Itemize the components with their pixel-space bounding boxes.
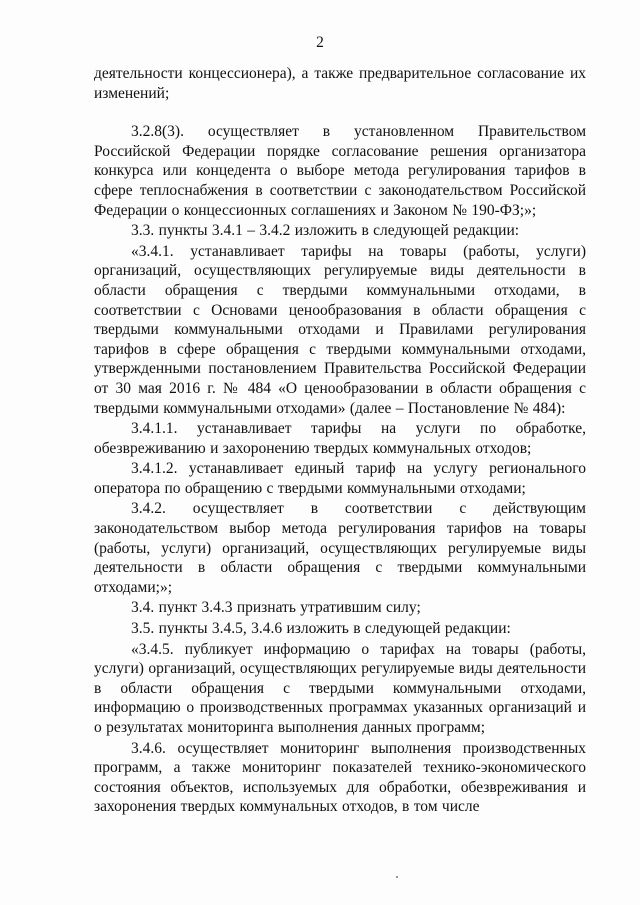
paragraph-3-4-1-1: 3.4.1.1. устанавливает тарифы на услуги по обработке, обезвреживанию и захоронению твердых коммунальных отходов;: [94, 420, 586, 457]
scan-speck: [396, 876, 398, 878]
page-number: 2: [316, 34, 324, 51]
paragraph-3-3: 3.3. пункты 3.4.1 – 3.4.2 изложить в следующей редакции:: [131, 222, 520, 240]
paragraph-3-4-1: «3.4.1. устанавливает тарифы на товары (работы, услуги) организаций, осуществляющих регулируемые виды деятельности в области обращения с твердыми коммунальными отходами, в соответствии с Основами ценообразования в области обращения с твердыми коммунальными отходами и Правилами регулирования тарифов в сфере обращения с твердыми коммунальными отходами, утвержденными постановлением Правительства Российской Федерации от 30 мая 2016 г. № 484 «О ценообразовании в области обращения с твердыми коммунальными отходами» (далее – Постановление № 484):: [94, 242, 586, 417]
paragraph-3-4-2: 3.4.2. осуществляет в соответствии с действующим законодательством выбор метода регулирования тарифов на товары (работы, услуги) организаций, осуществляющих регулируемые виды деятельности в области обращения с твердыми коммунальными отходами;»;: [94, 500, 586, 596]
document-body: [94, 64, 586, 817]
paragraph-3-5: 3.5. пункты 3.4.5, 3.4.6 изложить в следующей редакции:: [131, 620, 511, 638]
paragraph-3-2-8-3: 3.2.8(3). осуществляет в установленном Правительством Российской Федерации порядке согласование решения организатора конкурса или концедента о выборе метода регулирования тарифов в сфере теплоснабжения в соответствии с законодательством Российской Федерации о концессионных соглашениях и Законом № 190-ФЗ;»;: [94, 123, 586, 219]
paragraph-3-4-5: «3.4.5. публикует информацию о тарифах на товары (работы, услуги) организаций, осуществляющих регулируемые виды деятельности в области обращения с твердыми коммунальными отходами, информацию о производственных программах указанных организаций и о результатах мониторинга выполнения данных программ;: [94, 640, 586, 736]
paragraph-3-4: 3.4. пункт 3.4.3 признать утратившим силу;: [131, 599, 421, 617]
paragraph-3-4-6: 3.4.6. осуществляет мониторинг выполнения производственных программ, а также мониторинг показателей технико-экономического состояния объектов, используемых для обработки, обезвреживания и захоронения твердых коммунальных отходов, в том числе: [94, 739, 586, 816]
paragraph-3-4-1-2: 3.4.1.2. устанавливает единый тариф на услугу регионального оператора по обращению с твердыми коммунальными отходами;: [94, 460, 586, 497]
paragraph-continuation: деятельности концессионера), а также предварительное согласование их изменений;: [94, 65, 586, 102]
